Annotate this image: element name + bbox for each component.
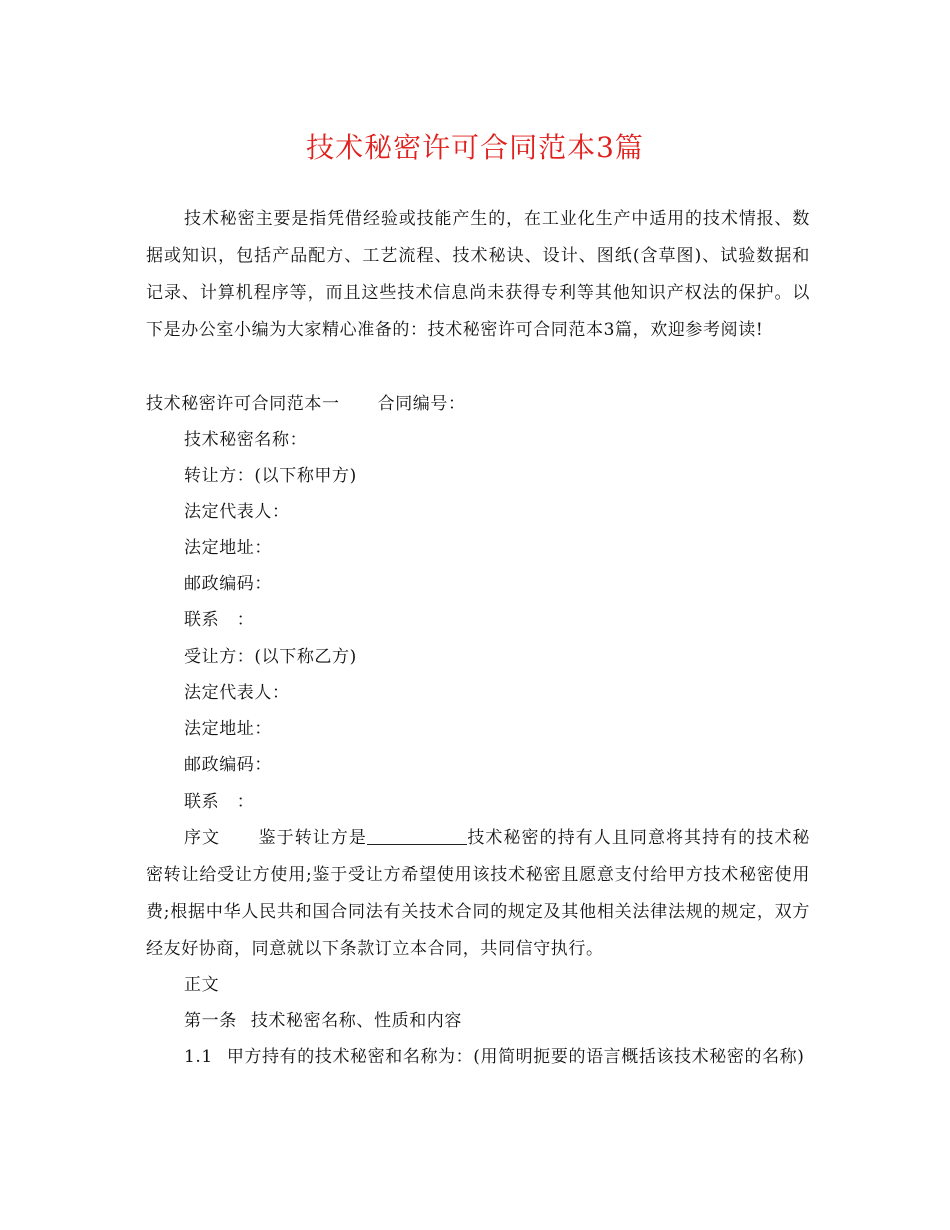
- clause-1-1-paragraph: [146, 1039, 810, 1076]
- preamble-lead: 鉴于转让方是: [258, 828, 367, 848]
- preamble-label: 序文: [184, 828, 221, 848]
- contact-b-field: 联系 ：: [184, 792, 255, 812]
- document-title: 技术秘密许可合同范本3篇: [306, 131, 644, 164]
- tech-name-field: 技术秘密名称：: [184, 430, 308, 450]
- postcode-b-field: 邮政编码：: [184, 755, 272, 775]
- postcode-a-field: 邮政编码：: [184, 574, 272, 594]
- clause-1-1-text: 甲方持有的技术秘密和名称为：(用简明扼要的语言概括该技术秘密的名称): [226, 1047, 805, 1067]
- article-one-title: 技术秘密名称、性质和内容: [250, 1011, 463, 1031]
- transferor-field: 转让方：(以下称甲方): [184, 466, 357, 486]
- legal-rep-b-field: 法定代表人：: [184, 683, 290, 703]
- contact-a-field: 联系 ：: [184, 610, 255, 630]
- preamble-rest: 术秘密转让给受让方使用;鉴于受让方希望使用该技术秘密且愿意支付给甲方技术秘密使用费;根据中华人民共和国合同法有关技术合同的规定及其他相关法律法规的规定，双方经友好协商，同意就以下条款订立本合同，共同信守执行。: [146, 828, 811, 959]
- contract-heading-line: [146, 386, 466, 423]
- preamble-blank: [367, 824, 467, 845]
- clause-1-1-number: 1.1: [184, 1047, 213, 1067]
- contract-number-label: 合同编号：: [377, 394, 466, 414]
- address-b-field: 法定地址：: [184, 719, 272, 739]
- article-one-number: 第一条: [184, 1011, 237, 1031]
- intro-paragraph: 技术秘密主要是指凭借经验或技能产生的，在工业化生产中适用的技术情报、数据或知识，包括产品配方、工艺流程、技术秘诀、设计、图纸(含草图)、试验数据和记录、计算机程序等，而且这些技术信息尚未获得专利等其他知识产权法的保护。以下是办公室小编为大家精心准备的：技术秘密许可合同范本3篇，欢迎参考阅读!: [146, 209, 810, 340]
- transferee-field: 受让方：(以下称乙方): [184, 647, 357, 667]
- article-one-heading: [184, 1003, 462, 1040]
- legal-rep-a-field: 法定代表人：: [184, 502, 290, 522]
- address-a-field: 法定地址：: [184, 538, 272, 558]
- preamble-paragraph: [146, 820, 810, 968]
- preamble-after-blank: 技术秘密的持有人且同意将其持有的技: [466, 828, 775, 848]
- body-label: 正文: [184, 975, 220, 995]
- contract-heading: 技术秘密许可合同范本一: [146, 394, 340, 414]
